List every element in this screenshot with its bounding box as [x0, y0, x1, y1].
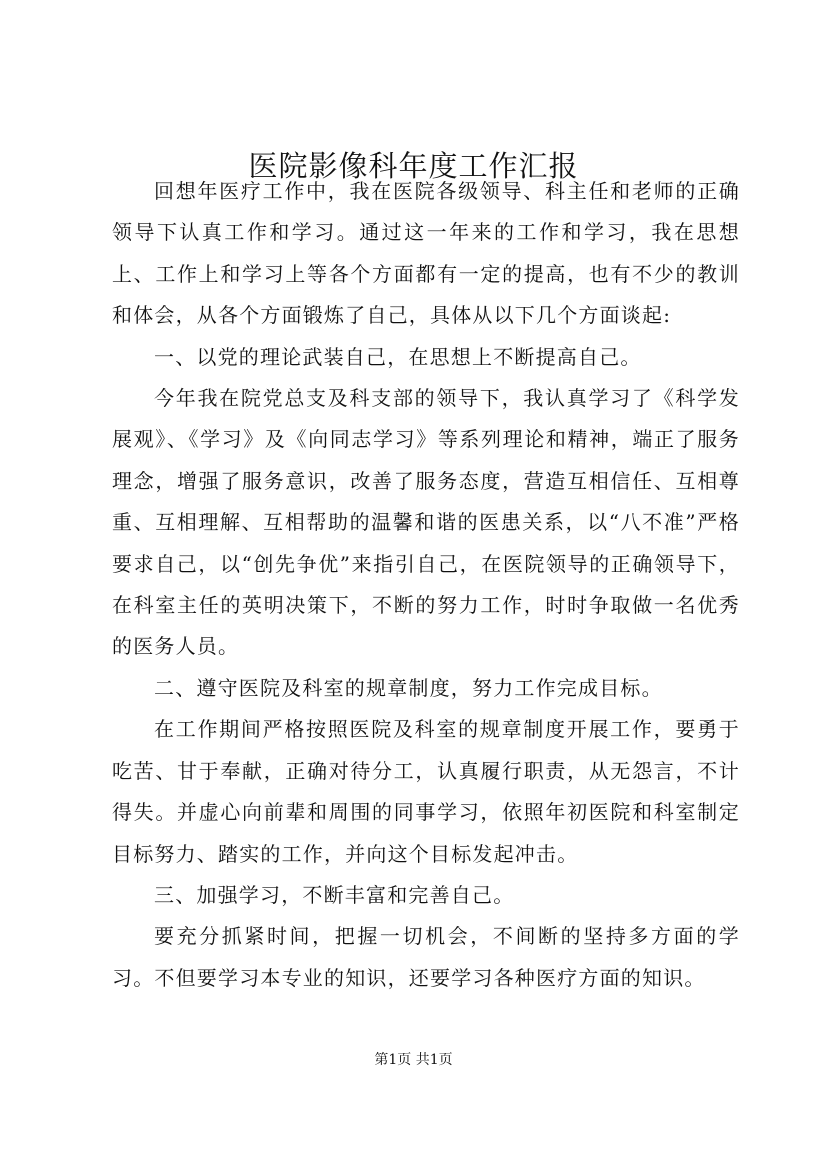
intro-paragraph: 回想年医疗工作中，我在医院各级领导、科主任和老师的正确领导下认真工作和学习。通过这一年来的工作和学习，我在思想上、工作上和学习上等各个方面都有一定的提高，也有不少的教训和体会，从各个方面锻炼了自己，具体从以下几个方面谈起:: [112, 179, 740, 328]
section-paragraph-2: 在工作期间严格按照医院及科室的规章制度开展工作，要勇于吃苦、甘于奉献，正确对待分工，认真履行职责，从无怨言，不计得失。并虚心向前辈和周围的同事学习，依照年初医院和科室制定目标努力、踏实的工作，并向这个目标发起冲击。: [112, 717, 740, 866]
section-paragraph-1: 今年我在院党总支及科支部的领导下，我认真学习了《科学发展观》、《学习》及《向同志学习》等系列理论和精神，端正了服务理念，增强了服务意识，改善了服务态度，营造互相信任、互相尊重、互相理解、互相帮助的温馨和谐的医患关系，以“八不准”严格要求自己，以“创先争优”来指引自己，在医院领导的正确领导下，在科室主任的英明决策下，不断的努力工作，时时争取做一名优秀的医务人员。: [112, 386, 740, 659]
document-title: 医院影像科年度工作汇报: [248, 149, 579, 183]
section-paragraph-3: 要充分抓紧时间，把握一切机会，不间断的坚持多方面的学习。不但要学习本专业的知识，还要学习各种医疗方面的知识。: [112, 924, 740, 990]
section-heading-2: 二、遵守医院及科室的规章制度，努力工作完成目标。: [154, 675, 663, 700]
section-heading-3: 三、加强学习，不断丰富和完善自己。: [154, 882, 515, 907]
section-heading-1: 一、以党的理论武装自己，在思想上不断提高自己。: [154, 344, 642, 369]
document-body: [112, 171, 740, 999]
page-footer: 第1页 共1页: [374, 1052, 453, 1068]
